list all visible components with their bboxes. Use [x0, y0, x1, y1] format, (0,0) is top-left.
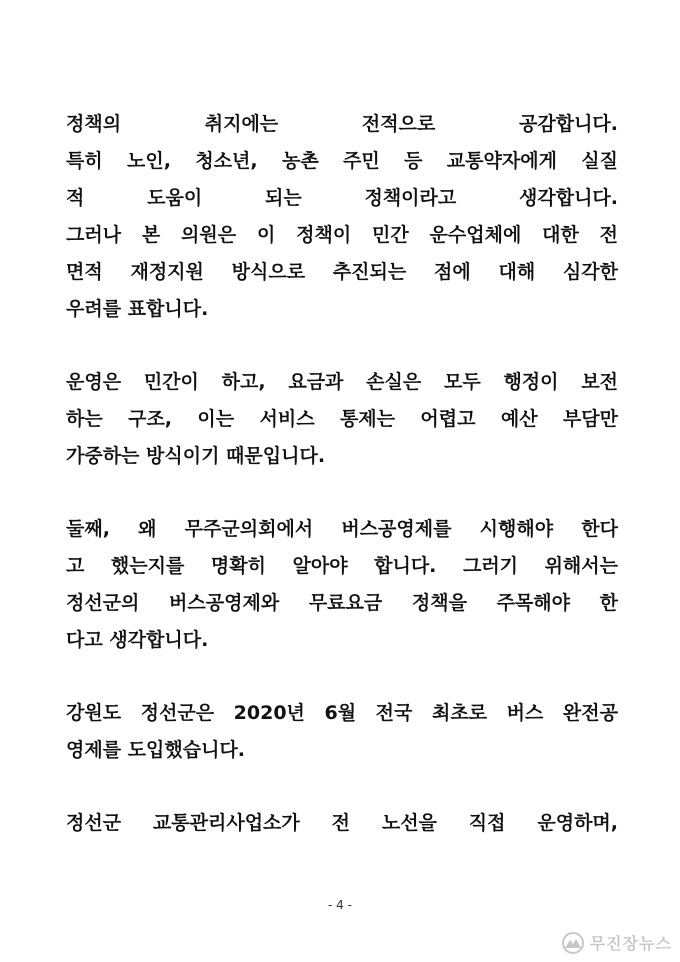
- paragraph-gap: [66, 769, 618, 805]
- text-line: 강원도 정선군은 2020년 6월 전국 최초로 버스 완전공: [66, 702, 618, 724]
- watermark: [560, 931, 672, 954]
- text-line: 그러나 본 의원은 이 정책이 민간 운수업체에 대한 전: [66, 224, 618, 246]
- text-line: 정선군 교통관리사업소가 전 노선을 직접 운영하며,: [66, 812, 618, 834]
- text-line: 다고 생각합니다.: [66, 629, 209, 651]
- text-line: 정책의 취지에는 전적으로 공감합니다.: [66, 113, 618, 135]
- page-number: - 4 -: [328, 898, 352, 912]
- paragraph-gap: [66, 328, 618, 364]
- text-line: 정선군의 버스공영제와 무료요금 정책을 주목해야 한: [66, 592, 618, 614]
- text-line: 특히 노인, 청소년, 농촌 주민 등 교통약자에게 실질: [66, 150, 618, 172]
- text-line: 둘째, 왜 무주군의회에서 버스공영제를 시행해야 한다: [66, 518, 618, 540]
- text-line: 가중하는 방식이기 때문입니다.: [66, 445, 326, 467]
- text-line: 하는 구조, 이는 서비스 통제는 어렵고 예산 부담만: [66, 408, 618, 430]
- text-line: 운영은 민간이 하고, 요금과 손실은 모두 행정이 보전: [66, 371, 618, 393]
- watermark-text: 무진장뉴스: [589, 934, 672, 953]
- text-line: 적 도움이 되는 정책이라고 생각합니다.: [66, 187, 618, 209]
- paragraph-gap: [66, 475, 618, 511]
- text-line: 고 했는지를 명확히 알아야 합니다. 그러기 위해서는: [66, 555, 618, 577]
- text-line: 면적 재정지원 방식으로 추진되는 점에 대해 심각한: [66, 261, 618, 283]
- text-line: 우려를 표합니다.: [66, 298, 209, 320]
- document-body: [66, 106, 618, 842]
- text-line: 영제를 도입했습니다.: [66, 739, 246, 761]
- paragraph-gap: [66, 659, 618, 695]
- mountain-logo-icon: [560, 932, 586, 954]
